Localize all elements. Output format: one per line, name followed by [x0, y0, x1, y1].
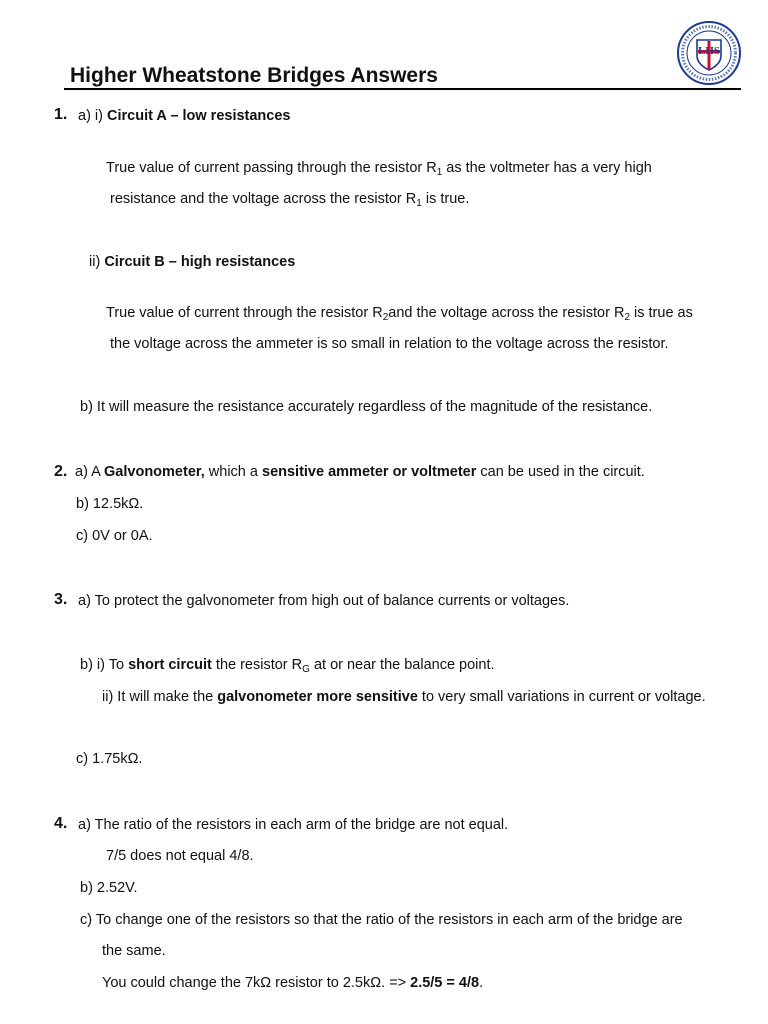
- crest-monogram: LHS: [697, 45, 721, 57]
- q1-a-i-answer-line-1: True value of current passing through the resistor $R_1$ as the voltmeter has a very high: [106, 160, 652, 178]
- q4-a-answer: a) The ratio of the resistors in each arm of the bridge are not equal.: [78, 817, 509, 833]
- q2-b-answer: b) 12.5kΩ.: [76, 496, 144, 512]
- title-underline: [64, 88, 741, 90]
- q3-c-answer: c) 1.75kΩ.: [76, 751, 143, 767]
- q4-c-answer-line-2: the same.: [102, 943, 166, 959]
- q3-a-answer: a) To protect the galvonometer from high out of balance currents or voltages.: [78, 593, 570, 609]
- school-crest-icon: [676, 20, 742, 86]
- q1-a-ii-heading: ii) Circuit B – high resistances: [89, 254, 296, 270]
- q3-b-i-answer: b) i) To short circuit the resistor $R_G$ at or near the balance point.: [80, 657, 495, 675]
- q1-a-i-heading: a) i) Circuit A – low resistances: [78, 108, 291, 124]
- q4-b-answer: b) 2.52V.: [80, 880, 138, 896]
- q2-a-answer: a) A Galvonometer, which a sensitive ammeter or voltmeter can be used in the circuit.: [75, 464, 645, 480]
- question-number-3: 3.: [54, 591, 68, 608]
- question-number-1: 1.: [54, 106, 68, 123]
- page-title: Higher Wheatstone Bridges Answers: [70, 64, 438, 87]
- q1-a-ii-answer-line-2: the voltage across the ammeter is so small in relation to the voltage across the resistor.: [110, 336, 669, 352]
- q3-b-ii-answer: ii) It will make the galvonometer more sensitive to very small variations in current or voltage.: [102, 689, 706, 705]
- question-number-2: 2.: [54, 463, 68, 480]
- q1-a-i-answer-line-2: resistance and the voltage across the resistor $R_1$ is true.: [110, 191, 470, 209]
- q4-a-note: 7/5 does not equal 4/8.: [106, 848, 254, 864]
- q1-a-ii-answer-line-1: True value of current through the resistor $R_2and$ the voltage across the resistor $R_2$ is true as: [106, 305, 693, 323]
- q4-c-answer-line-1: c) To change one of the resistors so that the ratio of the resistors in each arm of the bridge are: [80, 912, 683, 928]
- question-number-4: 4.: [54, 815, 68, 832]
- q4-c-answer-line-3: You could change the 7kΩ resistor to 2.5kΩ. => 2.5/5 = 4/8.: [102, 975, 484, 991]
- q2-c-answer: c) 0V or 0A.: [76, 528, 153, 544]
- q1-b-answer: b) It will measure the resistance accurately regardless of the magnitude of the resistance.: [80, 399, 653, 415]
